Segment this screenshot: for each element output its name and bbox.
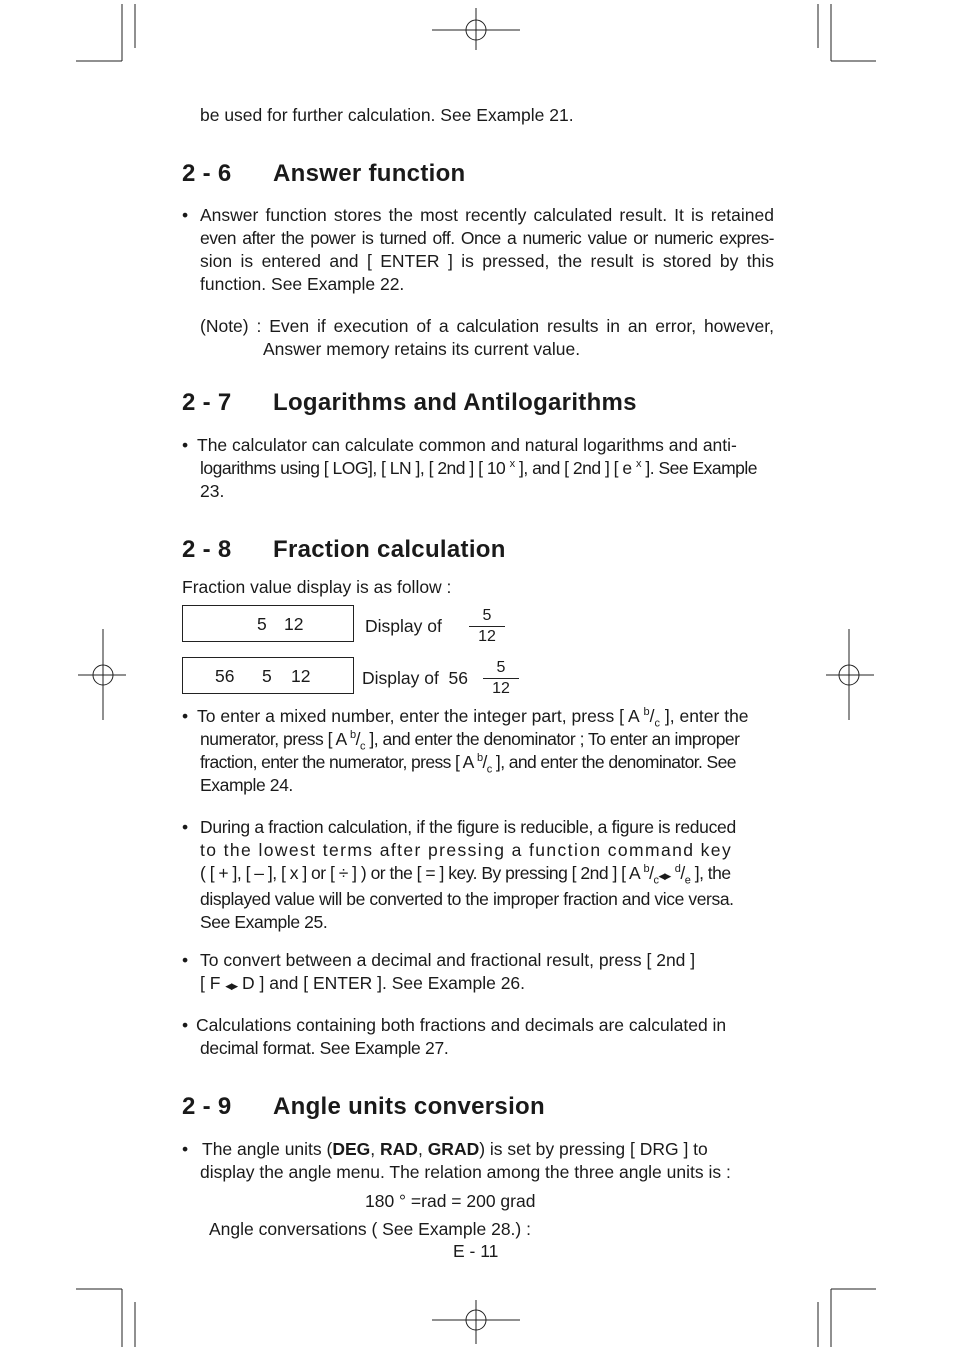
left-right-arrows-icon: ◀▶	[225, 981, 238, 991]
fraction-bullet-2: • During a fraction calculation, if the figure is reducible, a figure is reduced to the lowest terms after pressing a function command key ( [ + ], [ – ], [ x ] or [ ÷ ] ) or the [ = ] key. By pressing [ 2nd ] [ A $^b/_c◀▶$ $^d/_e$ ], the displayed value will be converted to the improper fraction and vice versa. See Example 25.	[182, 817, 736, 932]
section-number: 2 - 7	[182, 389, 232, 416]
intro-line: be used for further calculation. See Example 21.	[200, 105, 574, 125]
section-number: 2 - 6	[182, 160, 232, 187]
section-number: 2 - 9	[182, 1093, 232, 1120]
bullet-icon: •	[182, 205, 189, 225]
display-label: Display of	[365, 616, 442, 636]
ab-c-key: A $^b/_c$	[335, 729, 366, 753]
section-heading-2-9	[182, 1093, 782, 1123]
angle-conversations-label: Angle conversations ( See Example 28.) :	[209, 1219, 531, 1239]
answer-note: (Note) : Even if execution of a calculation results in an error, however, Answer memory retains its current value.	[200, 316, 774, 359]
display-box-proper-fraction: 5 12	[182, 605, 354, 642]
section-number: 2 - 8	[182, 536, 232, 563]
rad-label: RAD	[380, 1139, 418, 1159]
ab-c-key: A $^b/_c$	[627, 706, 661, 730]
fraction-bullet-1: • To enter a mixed number, enter the integer part, press [ A $^b/_c$ ], enter the numerator, press [ A $^b/_c$ ], and enter the denominator ; To enter an improper fraction, enter the numerator, press [ A $^b/_c$ ], and enter the denominator. See Example 24.	[182, 706, 749, 795]
fraction-bullet-3: • To convert between a decimal and fractional result, press [ 2nd ] [ F ◀▶ D ] and [ ENTER ]. See Example 26.	[182, 950, 696, 993]
display-label: Display of 56	[362, 668, 469, 688]
fraction-figure: 5 12	[469, 607, 505, 646]
angle-formula: 180 ° =rad = 200 grad	[365, 1191, 536, 1211]
section-title: Answer function	[273, 160, 466, 187]
left-right-arrows-icon: ◀▶	[658, 871, 671, 881]
section-title: Fraction calculation	[273, 536, 506, 563]
bullet-icon: •	[182, 435, 189, 455]
deg-label: DEG	[332, 1139, 371, 1159]
section-heading-2-7	[182, 389, 782, 419]
section-heading-2-6	[182, 160, 782, 190]
fraction-bullet-4: • Calculations containing both fractions and decimals are calculated in decimal format. See Example 27.	[182, 1015, 727, 1058]
bullet-icon: •	[182, 1139, 189, 1159]
section-title: Logarithms and Antilogarithms	[273, 389, 637, 416]
answer-bullet	[182, 204, 774, 296]
ab-c-key: A $^b/_c$	[462, 752, 492, 776]
grad-label: GRAD	[427, 1139, 480, 1159]
logs-paragraph: The calculator can calculate common and natural logarithms and anti- logarithms using [ LOG], [ LN ], [ 2nd ] [ 10 $^x$ ], and [ 2nd ] [ e $^x$ ]. See Example 23.	[197, 435, 758, 501]
fraction-intro: Fraction value display is as follow :	[182, 577, 452, 597]
section-heading-2-8	[182, 536, 782, 566]
bullet-icon: •	[182, 817, 189, 837]
section-title: Angle units conversion	[273, 1093, 545, 1120]
bullet-icon: •	[182, 706, 189, 726]
fraction-figure: 5 12	[483, 659, 519, 698]
bullet-icon: •	[182, 1015, 189, 1035]
angle-bullet: • The angle units (DEG, RAD, GRAD) is set by pressing [ DRG ] to display the angle menu. The relation among the three angle units is :	[182, 1139, 731, 1182]
ab-c-de-key: A $^b/_c◀▶$ $^d/_e$	[628, 863, 691, 887]
bullet-icon: •	[182, 950, 189, 970]
page-number: E - 11	[453, 1241, 499, 1261]
logs-bullet	[182, 434, 774, 503]
answer-paragraph: Answer function stores the most recently calculated result. It is retained even after the power is turned off. Once a numeric value or numeric expres- sion is entered and [ ENTER ] is pressed, the result is stored by this function. See Example 22.	[200, 205, 774, 294]
display-box-mixed-number: 56 5 12	[182, 657, 354, 694]
